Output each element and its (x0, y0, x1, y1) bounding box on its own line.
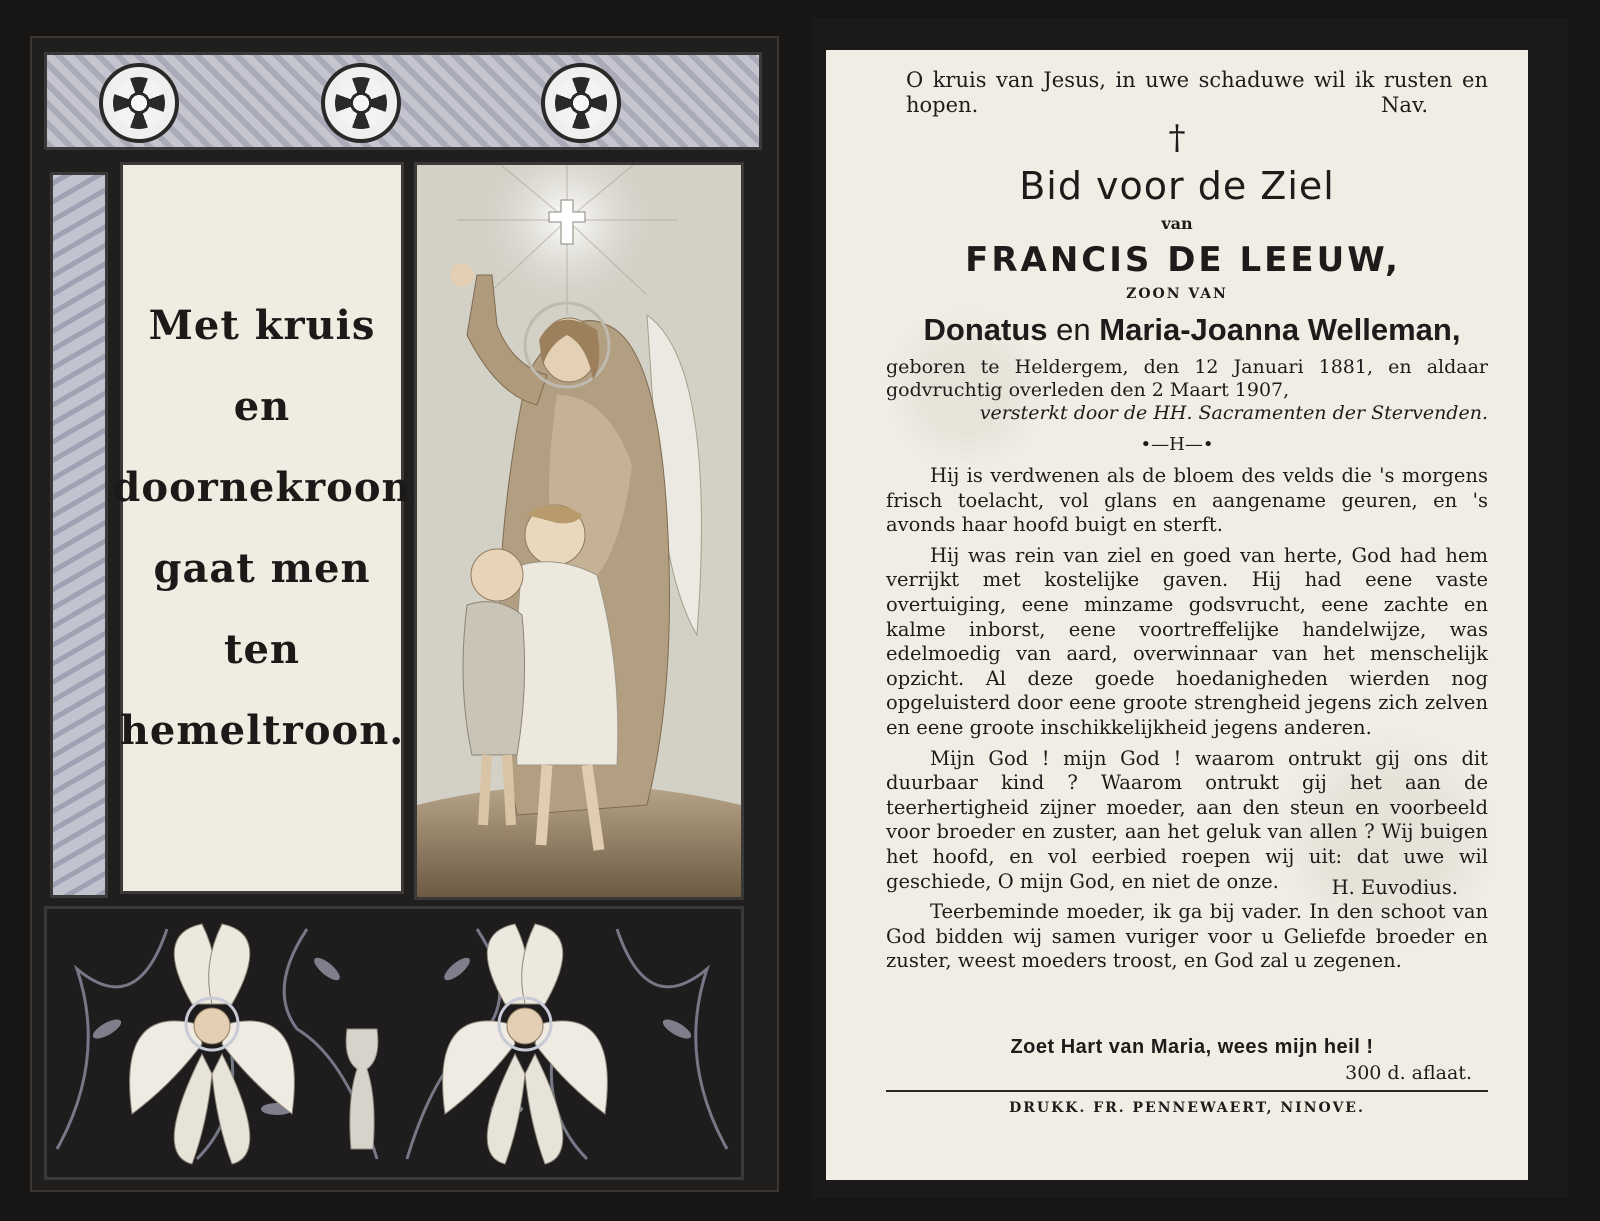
motto-line: gaat men (153, 545, 371, 592)
cross-icon: † (1168, 118, 1186, 158)
rosette-icon (321, 63, 401, 143)
son-of-label: ZOON VAN (1126, 286, 1228, 302)
motto-line: en (233, 383, 291, 430)
epigraph-reference: Nav. (1381, 93, 1428, 117)
paragraph: Hij is verdwenen als de bloem des velds die 's morgens frisch toelacht, vol glans en aangename geuren, en 's avonds haar hoofd buigt en sterft. (886, 464, 1488, 537)
divider-ornament: •—H—• (1140, 434, 1214, 455)
paragraph: Mijn God ! mijn God ! waarom ontrukt gij ons dit duurbaar kind ? Waarom ontrukt gij het aan de teerhertigheid zijner moeder, aan den steun en voorbeeld voor broeder en zuster, aan het geluk van allen ? Wij buigen het hoofd, en vol eerbied roepen wij uit: dat uwe wil geschiede, O mijn God, en niet de onze. (886, 746, 1488, 893)
printer-imprint: DRUKK. FR. PENNEWAERT, NINOVE. (1009, 1100, 1365, 1116)
indulgence-note: 300 d. aflaat. (1345, 1062, 1472, 1084)
bottom-ornamental-border (44, 906, 744, 1180)
body-text (826, 464, 1528, 980)
motto-line: doornekroon (112, 464, 412, 511)
side-floral-strip (50, 172, 108, 898)
closing-prayer: Zoet Hart van Maria, wees mijn heil ! (1010, 1036, 1374, 1058)
birth-death-text: geboren te Heldergem, den 12 Januari 1881, en aldaar godvruchtig overleden den 2 Maart 1907, (886, 356, 1488, 401)
text-page (826, 50, 1528, 1180)
motto-line: hemeltroon. (119, 707, 405, 754)
motto-line: ten (223, 626, 300, 673)
heading: Bid voor de Ziel (1019, 164, 1335, 208)
divider-line (886, 1090, 1488, 1092)
mother-name: Maria-Joanna Welleman, (1099, 312, 1461, 347)
guardian-angel-illustration (414, 162, 744, 900)
van-label: van (1161, 214, 1193, 233)
father-name: Donatus (923, 312, 1048, 347)
paragraph: Hij was rein van ziel en goed van herte, God had hem verrijkt met kostelijke gaven. Hij had eene vaste overtuiging, eene minzame godsvrucht, eene zachte en kalme inborst, eene voortreffelijke handelwijze, was edelmoedig van aard, overwinnaar van het menschelijk opzicht. Al deze goede hoedanigheden wierden nog opgeluisterd door eene groote strengheid jegens zich zelven en eene groote inschikkelijkheid jegens anderen. (886, 543, 1488, 739)
motto-line: Met kruis (148, 302, 376, 349)
en-label: en (1056, 312, 1091, 347)
parents (826, 312, 1528, 348)
rosette-icon (541, 63, 621, 143)
epigraph: O kruis van Jesus, in uwe schaduwe wil ik rusten en hopen. (906, 68, 1488, 117)
motto-panel (112, 162, 412, 894)
rosette-icon (99, 63, 179, 143)
paragraph: Teerbeminde moeder, ik ga bij vader. In den schoot van God bidden wij samen vuriger voor u Geliefde broeder en zuster, weest moeders troost, en God zal u zegenen. (886, 900, 1488, 973)
top-ornamental-border (44, 52, 762, 150)
sacraments-text: versterkt door de HH. Sacramenten der Stervenden. (979, 402, 1488, 424)
signature: H. Euvodius. (1331, 875, 1458, 899)
deceased-name: FRANCIS DE LEEUW, (965, 240, 1401, 280)
